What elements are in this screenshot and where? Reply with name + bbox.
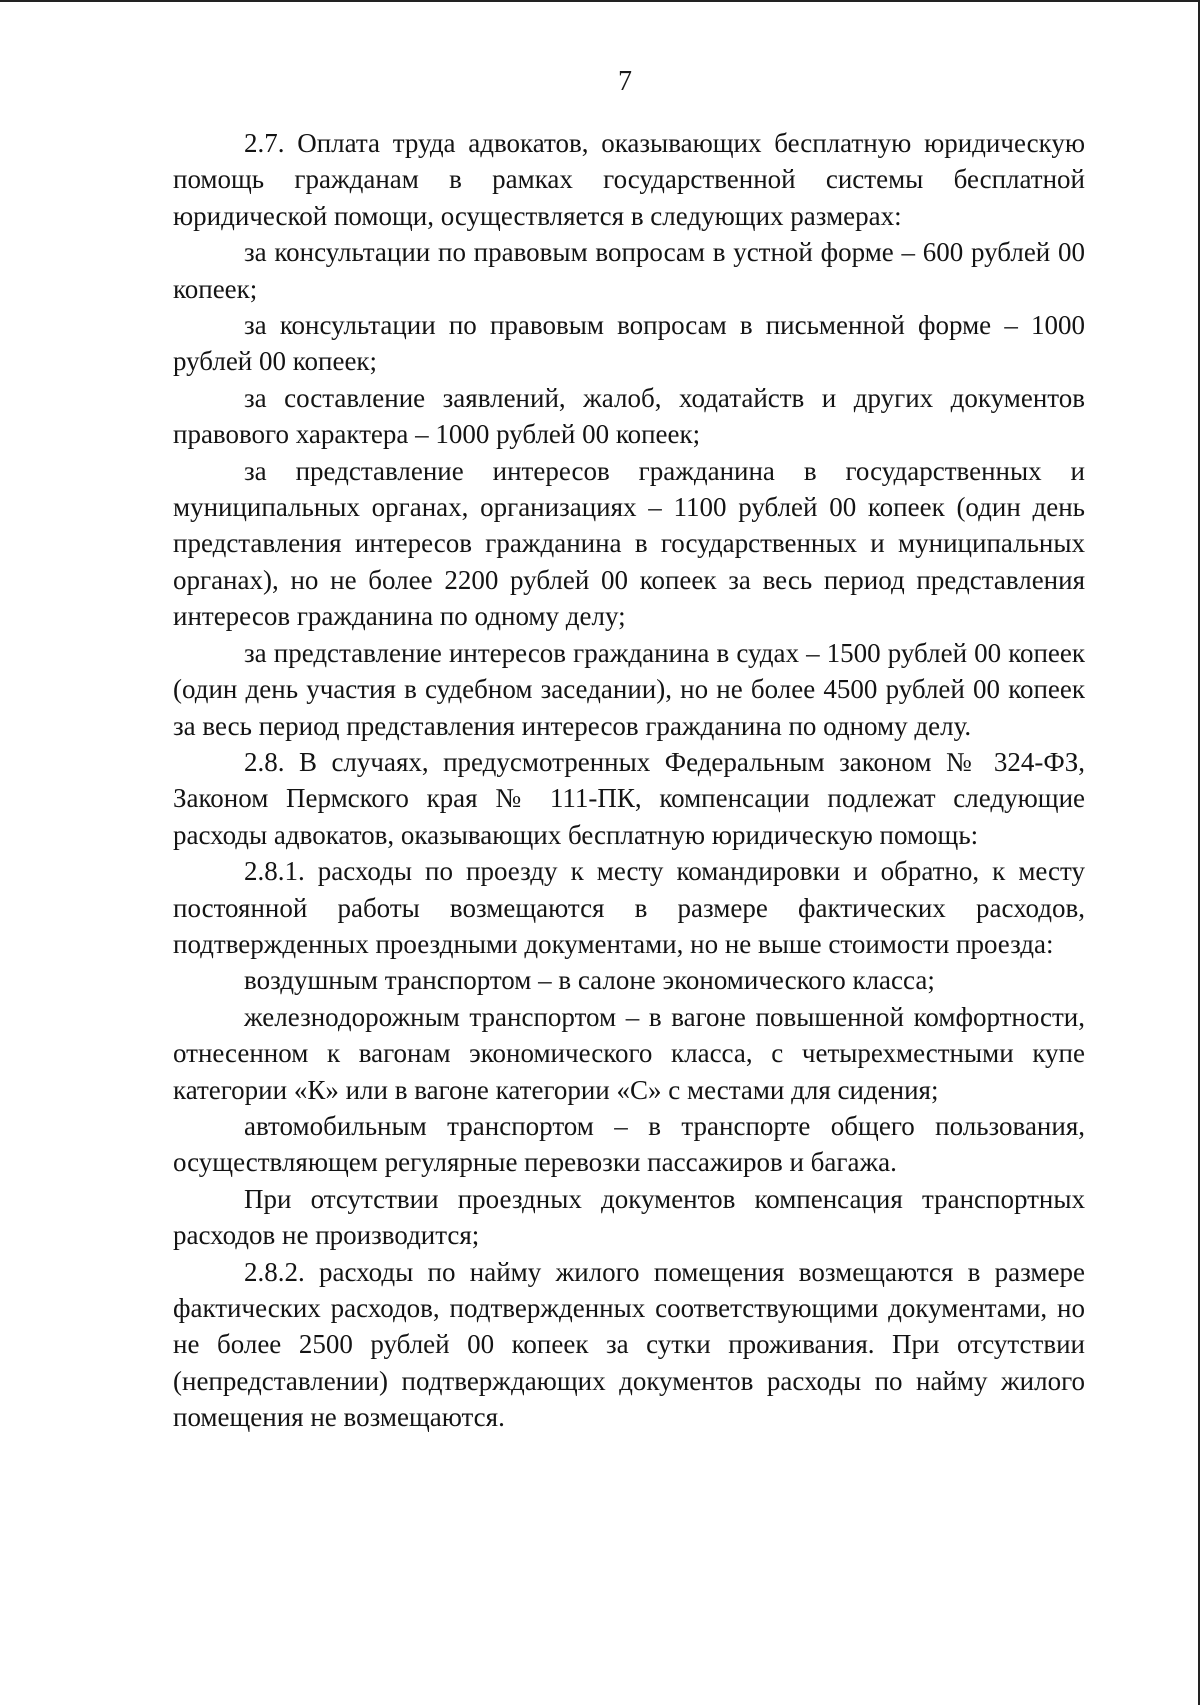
page-number: 7: [618, 66, 632, 97]
paragraph-rail-transport: железнодорожным транспортом – в вагоне повышенной комфортности, отнесенном к вагонам экономического класса, с четырехместными купе категории «К» или в вагоне категории «С» с местами для сидения;: [173, 1001, 1085, 1105]
paragraph-air-transport: воздушным транспортом – в салоне экономического класса;: [244, 965, 935, 996]
paragraph-2-8-1: 2.8.1. расходы по проезду к месту командировки и обратно, к месту постоянной работы возмещаются в размере фактических расходов, подтвержденных проездными документами, но не выше стоимости проезда:: [173, 856, 1085, 959]
paragraph-representation-agencies: за представление интересов гражданина в государственных и муниципальных органах, организациях – 1100 рублей 00 копеек (один день представления интересов гражданина в государственных и муниципальных органах), но не более 2200 рублей 00 копеек за весь период представления интересов гражданина по одному делу;: [173, 455, 1085, 632]
document-body: [173, 125, 1085, 1436]
paragraph-road-transport: автомобильным транспортом – в транспорте общего пользования, осуществляющем регулярные перевозки пассажиров и багажа.: [173, 1110, 1085, 1178]
paragraph-2-7: 2.7. Оплата труда адвокатов, оказывающих бесплатную юридическую помощь гражданам в рамках государственной системы бесплатной юридической помощи, осуществляется в следующих размерах:: [173, 128, 1085, 231]
paragraph-2-8-2: 2.8.2. расходы по найму жилого помещения возмещаются в размере фактических расходов, подтвержденных соответствующими документами, но не более 2500 рублей 00 копеек за сутки проживания. При отсутствии (непредставлении) подтверждающих документов расходы по найму жилого помещения не возмещаются.: [173, 1256, 1085, 1433]
paragraph-oral-consultation: за консультации по правовым вопросам в устной форме – 600 рублей 00 копеек;: [173, 237, 1085, 304]
paragraph-document-drafting: за составление заявлений, жалоб, ходатайств и других документов правового характера – 1000 рублей 00 копеек;: [173, 382, 1085, 450]
paragraph-2-8: 2.8. В случаях, предусмотренных Федеральным законом № 324-ФЗ, Законом Пермского края № 111-ПК, компенсации подлежат следующие расходы адвокатов, оказывающих бесплатную юридическую помощь:: [173, 746, 1085, 850]
paragraph-representation-courts: за представление интересов гражданина в судах – 1500 рублей 00 копеек (один день участия в судебном заседании), но не более 4500 рублей 00 копеек за весь период представления интересов гражданина по одному делу.: [173, 637, 1085, 741]
paragraph-written-consultation: за консультации по правовым вопросам в письменной форме – 1000 рублей 00 копеек;: [173, 310, 1085, 377]
paragraph-no-documents: При отсутствии проездных документов компенсация транспортных расходов не производится;: [173, 1183, 1085, 1251]
